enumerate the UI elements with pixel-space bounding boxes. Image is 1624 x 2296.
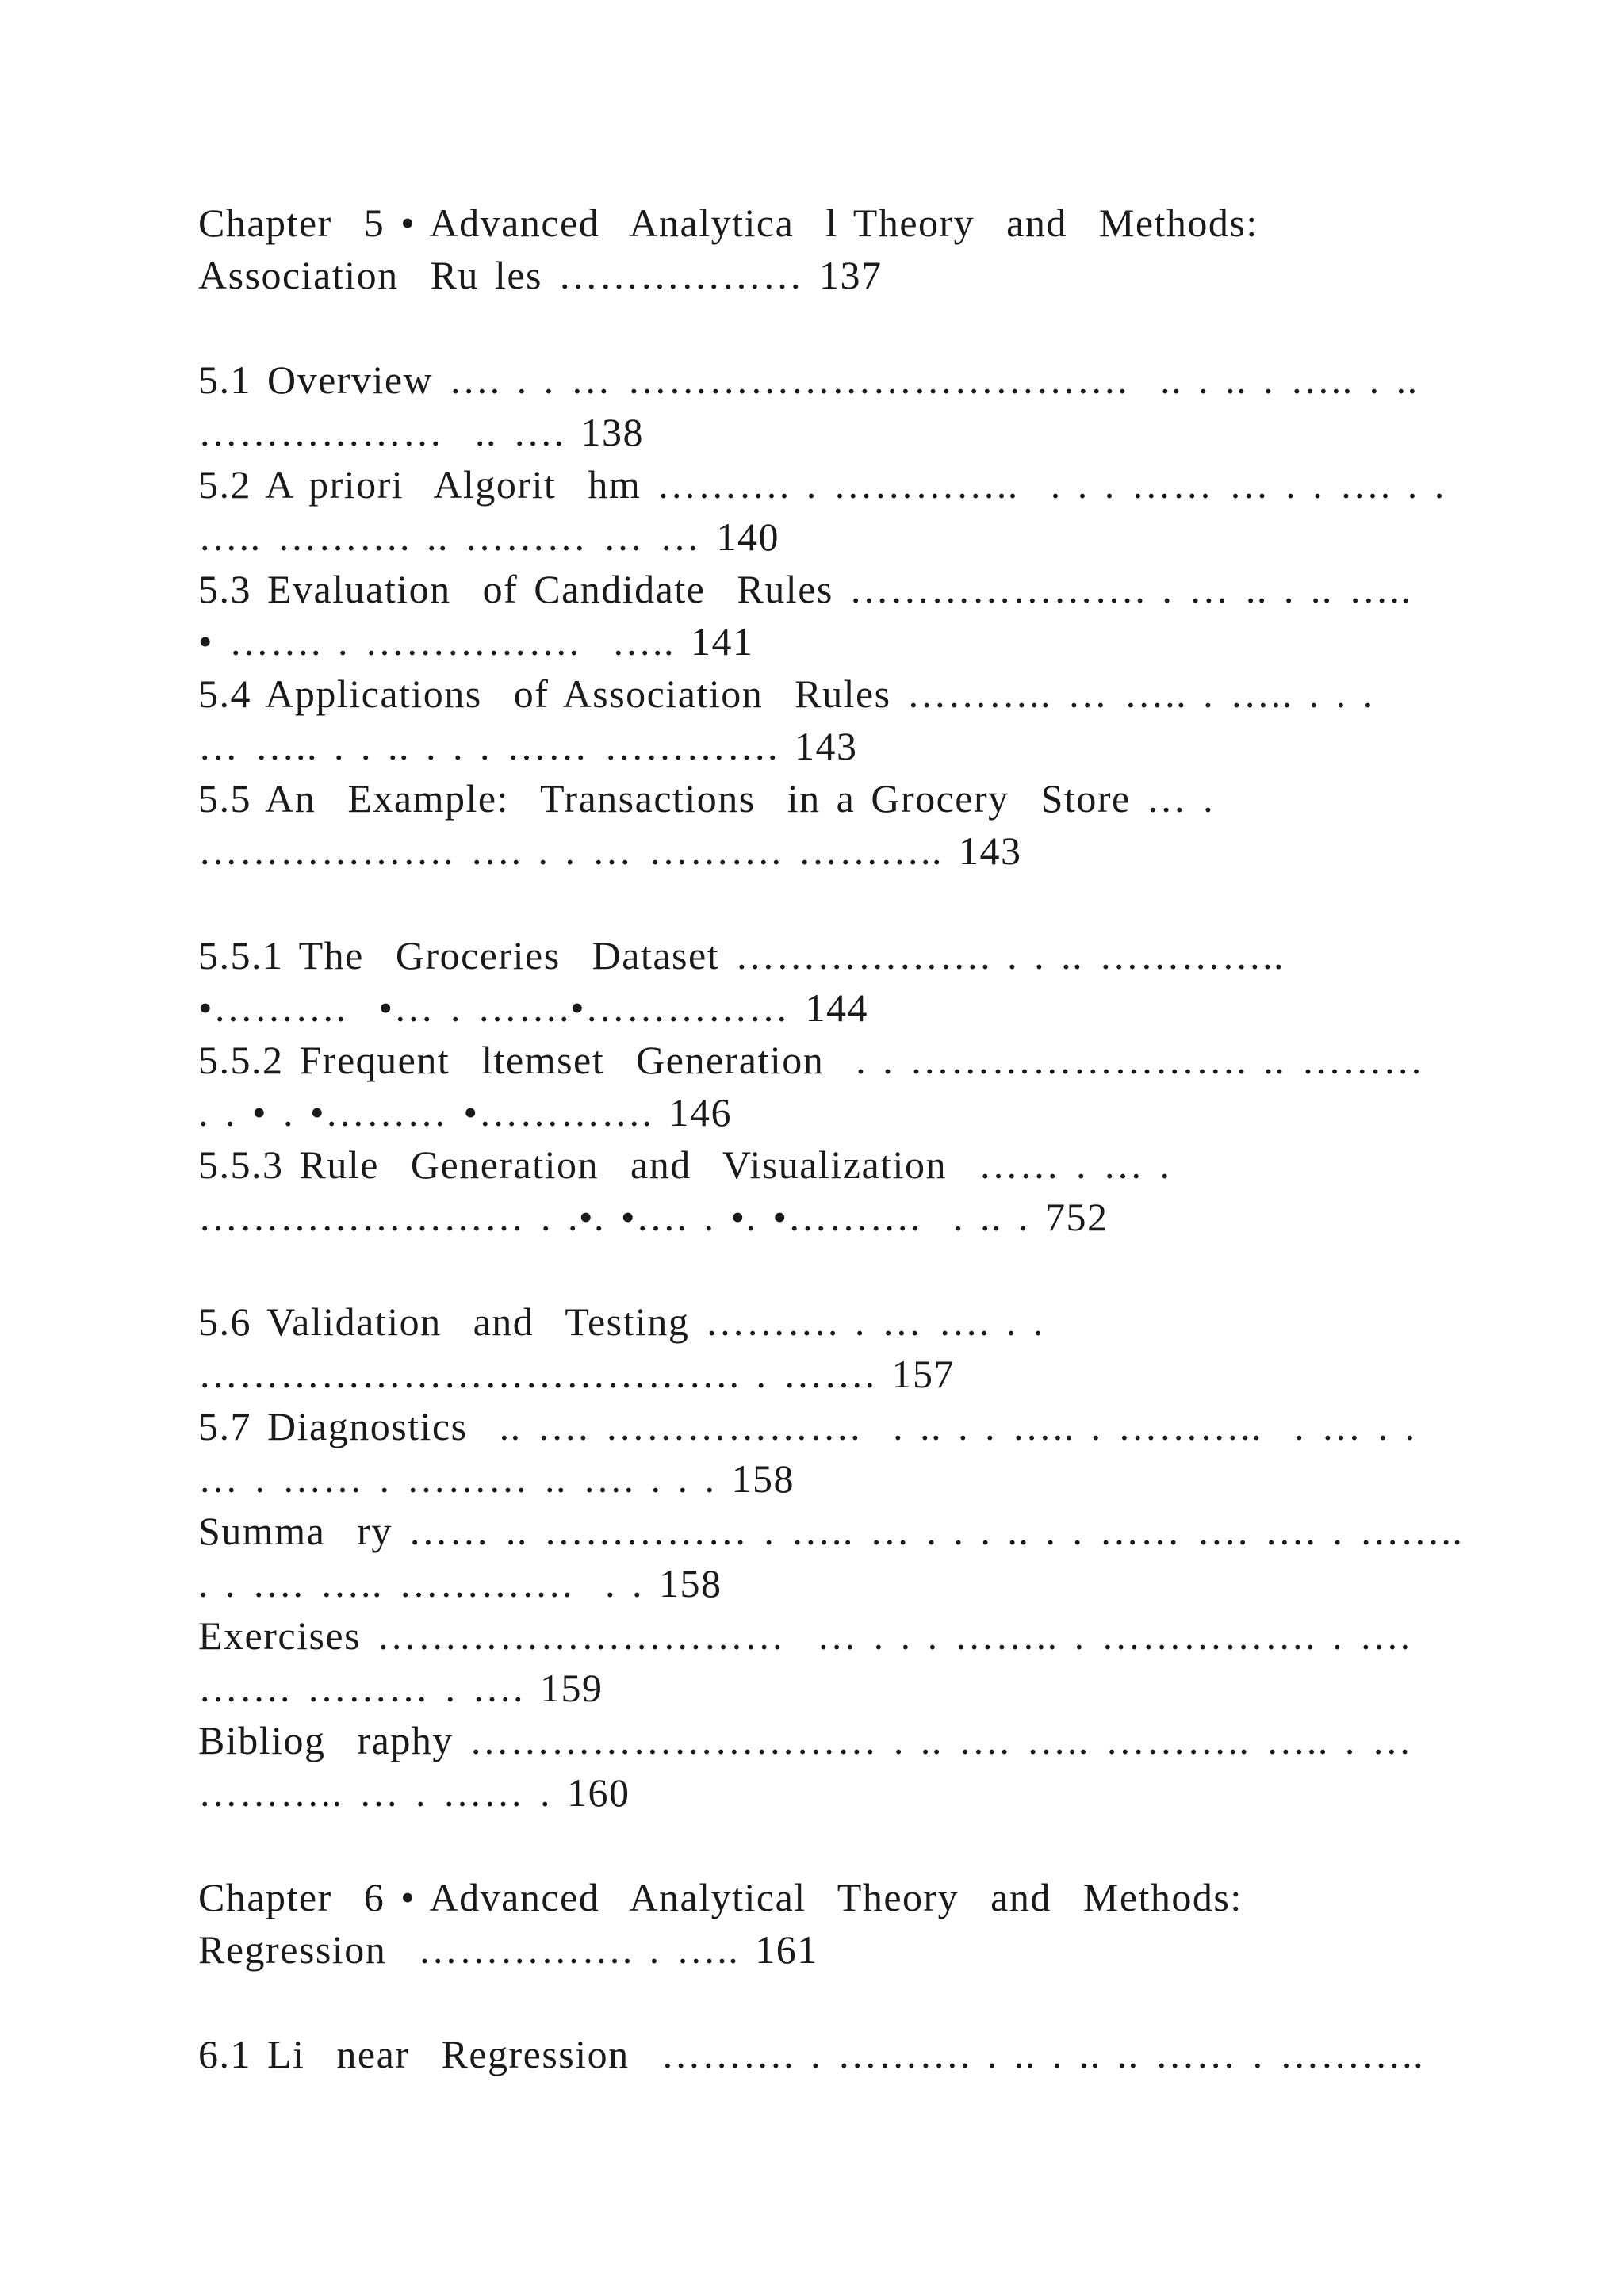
toc-line: 5.6 Validation and Testing ………. . … …. . .: [198, 1299, 1044, 1344]
toc-line: 5.5.1 The Groceries Dataset ………………. . . .. …………..: [198, 933, 1285, 978]
toc-line: 5.5.3 Rule Generation and Visualization …… . … .: [198, 1142, 1171, 1187]
toc-gap: [198, 301, 1483, 354]
toc-line: … . …… . ……… .. …. . . . 158: [198, 1456, 795, 1501]
toc-line: 5.5.2 Frequent ltemset Generation . . ……………………. .. ………: [198, 1038, 1424, 1082]
toc-line: Chapter 6 • Advanced Analytical Theory and Methods:: [198, 1875, 1243, 1919]
toc-line: Exercises ………………………… … . . . …….. . ……………. . ….: [198, 1613, 1411, 1658]
toc-line: 5.7 Diagnostics .. …. ………………. . .. . . ….. . ……….. . … . .: [198, 1404, 1416, 1448]
toc-line: Bibliog raphy ………………………… . .. …. ….. ……….. ….. . …: [198, 1718, 1413, 1762]
toc-line: . . …. ….. …………. . . 158: [198, 1561, 722, 1605]
table-of-contents: [198, 197, 1483, 2080]
toc-line: ………………. …. . . … ………. ……….. 143: [198, 828, 1022, 873]
toc-line: 5.5 An Example: Transactions in a Grocery Store … .: [198, 776, 1215, 821]
toc-line: Chapter 5 • Advanced Analytica l Theory and Methods:: [198, 201, 1258, 245]
toc-gap: [198, 1819, 1483, 1871]
toc-line: …………………… . .•. •…. . •. •………. . .. . 752: [198, 1195, 1109, 1239]
toc-line: Regression ……………. . ….. 161: [198, 1927, 818, 1972]
toc-gap: [198, 1243, 1483, 1295]
toc-line: 5.3 Evaluation of Candidate Rules …………………. . … .. . .. …..: [198, 567, 1412, 611]
toc-line: 6.1 Li near Regression ………. . ………. . .. . .. .. …… . ………..: [198, 2032, 1425, 2076]
toc-line: 5.4 Applications of Association Rules ……….. … ….. . ….. . . .: [198, 672, 1374, 716]
toc-gap: [198, 877, 1483, 929]
toc-line: • ……. . ……………. ….. 141: [198, 619, 754, 664]
toc-line: 5.2 A priori Algorit hm ………. . ………….. . . . …… … . . …. . .: [198, 462, 1446, 507]
toc-line: ……………… .. …. 138: [198, 410, 644, 454]
toc-line: ….. ………. .. ……… … … 140: [198, 515, 779, 559]
toc-line: ……….. … . …… . 160: [198, 1770, 630, 1815]
toc-line: ……. ……… . …. 159: [198, 1666, 603, 1710]
toc-gap: [198, 1976, 1483, 2028]
toc-line: …………………………………. . ……. 157: [198, 1352, 955, 1396]
toc-line: •………. •… . …….•…………… 144: [198, 985, 869, 1030]
toc-line: . . • . •……… •…………. 146: [198, 1090, 733, 1135]
toc-line: 5.1 Overview …. . . … ………………………………. .. . .. . ….. . ..: [198, 358, 1419, 402]
toc-line: Association Ru les ……………… 137: [198, 253, 883, 297]
toc-line: Summa ry …… .. …………… . ….. … . . . .. . . …… …. …. . ……..: [198, 1509, 1464, 1553]
toc-line: … ….. . . .. . . . …… …………. 143: [198, 724, 858, 768]
